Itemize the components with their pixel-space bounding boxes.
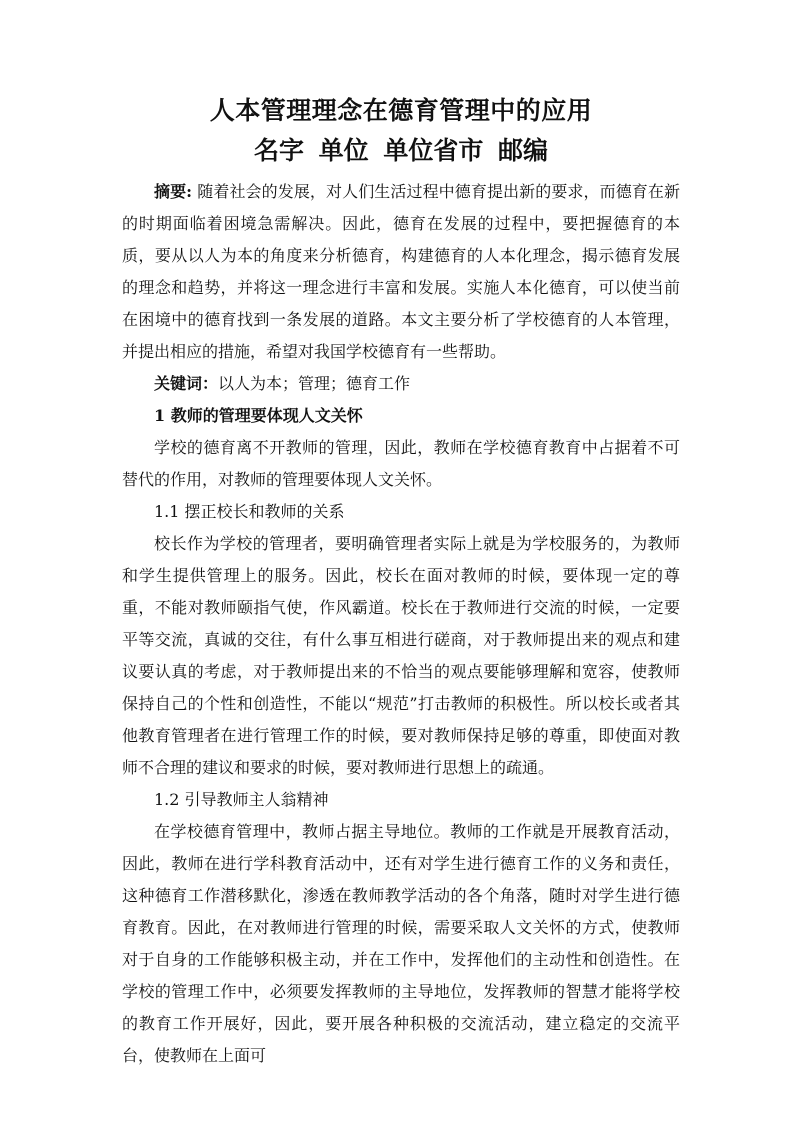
abstract-paragraph [122,176,680,368]
author-line: 名字 单位 单位省市 邮编 [253,136,549,165]
keywords-text: 以人为本；管理；德育工作 [218,374,411,393]
section-1-2-paragraph: 在学校德育管理中，教师占据主导地位。教师的工作就是开展教育活动，因此，教师在进行学科教育活动中，还有对学生进行德育工作的义务和责任，这种德育工作潜移默化，渗透在教师教学活动的各个角落，随时对学生进行德育教育。因此，在对教师进行管理的时候，需要采取人文关怀的方式，使教师对于自身的工作能够积极主动，并在工作中，发挥他们的主动性和创造性。在学校的管理工作中，必须要发挥教师的主导地位，发挥教师的智慧才能将学校的教育工作开展好，因此，要开展各种积极的交流活动，建立稳定的交流平台，使教师在上面可 [122,822,680,1065]
keywords-line [122,368,680,400]
section-1-heading: 1 教师的管理要体现人文关怀 [154,406,363,425]
abstract-text: 随着社会的发展，对人们生活过程中德育提出新的要求，而德育在新的时期面临着困境急需解决。因此，德育在发展的过程中，要把握德育的本质，要从以人为本的角度来分析德育，构建德育的人本化理念，揭示德育发展的理念和趋势，并将这一理念进行丰富和发展。实施人本化德育，可以使当前在困境中的德育找到一条发展的道路。本文主要分析了学校德育的人本管理，并提出相应的措施，希望对我国学校德育有一些帮助。 [122,182,680,361]
section-1-2-heading: 1.2 引导教师主人翁精神 [154,790,329,809]
paper-title: 人本管理理念在德育管理中的应用 [209,96,593,125]
section-1-paragraph: 学校的德育离不开教师的管理，因此，教师在学校德育教育中占据着不可替代的作用，对教师的管理要体现人文关怀。 [122,438,680,489]
section-1-1-paragraph: 校长作为学校的管理者，要明确管理者实际上就是为学校服务的，为教师和学生提供管理上的服务。因此，校长在面对教师的时候，要体现一定的尊重，不能对教师颐指气使，作风霸道。校长在于教师进行交流的时候，一定要平等交流，真诚的交往，有什么事互相进行磋商，对于教师提出来的观点和建议要认真的考虑，对于教师提出来的不恰当的观点要能够理解和宽容，使教师保持自己的个性和创造性，不能以“规范”打击教师的积极性。所以校长或者其他教育管理者在进行管理工作的时候，要对教师保持足够的尊重，即使面对教师不合理的建议和要求的时候，要对教师进行思想上的疏通。 [122,534,680,777]
keywords-label: 关键词： [154,374,219,393]
section-1-1-heading: 1.1 摆正校长和教师的关系 [154,502,345,521]
abstract-label: 摘要: [154,182,193,201]
document-page [122,92,680,1072]
